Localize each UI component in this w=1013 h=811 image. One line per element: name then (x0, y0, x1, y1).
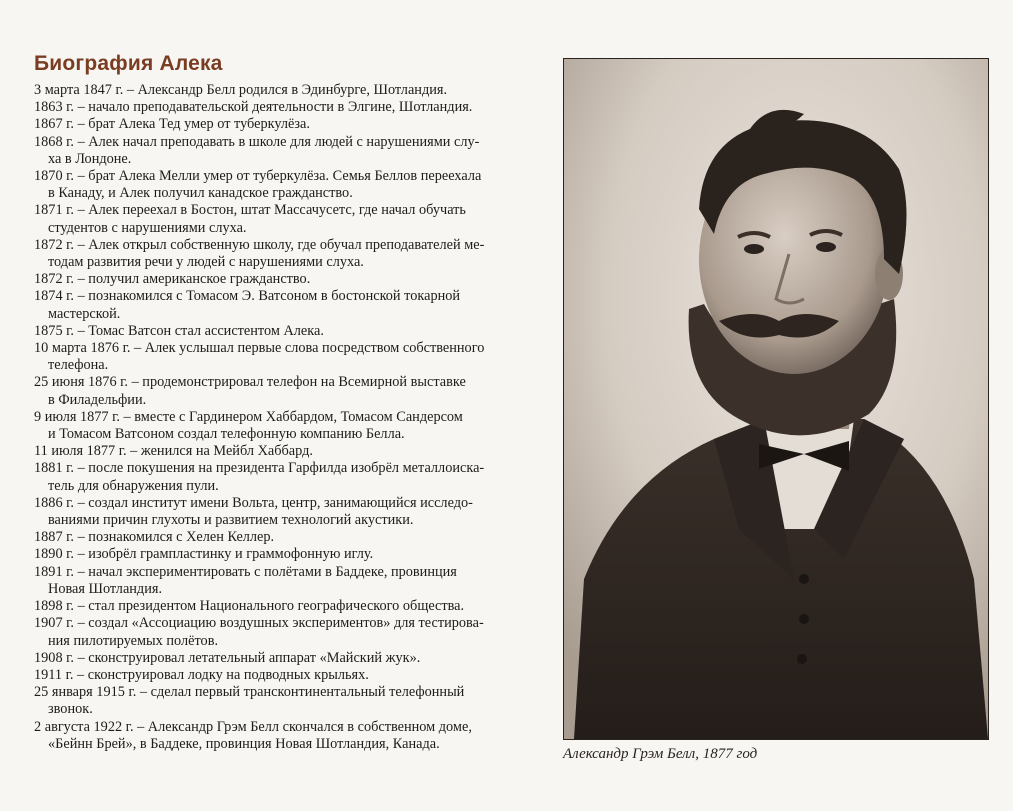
entry-line: 25 июня 1876 г. – продемонстрировал телефон на Всемирной выставке (34, 374, 466, 391)
entry-continuation: ха в Лондоне. (48, 150, 132, 167)
entry-line: 1871 г. – Алек переехал в Бостон, штат Массачусетс, где начал обучать (34, 202, 466, 219)
entry-line: 1907 г. – создал «Ассоциацию воздушных экспериментов» для тестирова- (34, 615, 484, 632)
timeline-entry (34, 443, 534, 460)
entry-line: 1898 г. – стал президентом Национального географического общества. (34, 598, 465, 615)
entry-line: 1911 г. – сконструировал лодку на подводных крыльях. (34, 666, 369, 683)
entry-line: 1872 г. – получил американское гражданство. (34, 271, 311, 288)
timeline-entry (34, 546, 534, 563)
timeline-entry (34, 460, 534, 494)
timeline-entry (34, 409, 534, 443)
timeline-entry (34, 202, 534, 236)
timeline-entry (34, 650, 534, 667)
biography-timeline (34, 82, 534, 753)
photo-caption: Александр Грэм Белл, 1877 год (563, 746, 758, 762)
entry-line: 10 марта 1876 г. – Алек услышал первые слова посредством собственного (34, 340, 485, 357)
entry-continuation: студентов с нарушениями слуха. (48, 219, 247, 236)
timeline-entry (34, 271, 534, 288)
page-title: Биография Алека (34, 52, 223, 75)
timeline-entry (34, 684, 534, 718)
entry-line: 9 июля 1877 г. – вместе с Гардинером Хаббардом, Томасом Сандерсом (34, 408, 463, 425)
entry-continuation: звонок. (48, 701, 93, 718)
timeline-entry (34, 615, 534, 649)
timeline-entry (34, 82, 534, 99)
entry-continuation: Новая Шотландия. (48, 580, 163, 597)
entry-continuation: тель для обнаружения пули. (48, 477, 219, 494)
entry-line: 1891 г. – начал экспериментировать с полётами в Баддеке, провинция (34, 563, 457, 580)
timeline-entry (34, 134, 534, 168)
timeline-entry (34, 288, 534, 322)
portrait-illustration (564, 59, 988, 739)
entry-line: 1868 г. – Алек начал преподавать в школе для людей с нарушениями слу- (34, 133, 480, 150)
timeline-entry (34, 529, 534, 546)
entry-continuation: «Бейнн Брей», в Баддеке, провинция Новая Шотландия, Канада. (48, 735, 440, 752)
entry-line: 1870 г. – брат Алека Мелли умер от туберкулёза. Семья Беллов переехала (34, 168, 482, 185)
entry-continuation: тодам развития речи у людей с нарушениями слуха. (48, 254, 364, 271)
entry-continuation: ваниями причин глухоты и развитием технологий акустики. (48, 512, 414, 529)
timeline-entry (34, 495, 534, 529)
entry-line: 1887 г. – познакомился с Хелен Келлер. (34, 529, 275, 546)
entry-continuation: ния пилотируемых полётов. (48, 632, 219, 649)
entry-line: 1875 г. – Томас Ватсон стал ассистентом Алека. (34, 322, 324, 339)
timeline-entry (34, 116, 534, 133)
entry-line: 1886 г. – создал институт имени Вольта, центр, занимающийся исследо- (34, 494, 473, 511)
timeline-entry (34, 719, 534, 753)
entry-line: 1863 г. – начало преподавательской деятельности в Элгине, Шотландия. (34, 99, 473, 116)
portrait-photo (563, 58, 989, 740)
timeline-entry (34, 340, 534, 374)
entry-continuation: в Филадельфии. (48, 391, 147, 408)
entry-line: 25 января 1915 г. – сделал первый трансконтинентальный телефонный (34, 684, 465, 701)
entry-line: 1872 г. – Алек открыл собственную школу, где обучал преподавателей ме- (34, 236, 485, 253)
entry-line: 11 июля 1877 г. – женился на Мейбл Хаббард. (34, 443, 313, 460)
timeline-entry (34, 323, 534, 340)
timeline-entry (34, 564, 534, 598)
timeline-entry (34, 99, 534, 116)
entry-line: 1890 г. – изобрёл грампластинку и граммофонную иглу. (34, 546, 374, 563)
timeline-entry (34, 374, 534, 408)
entry-line: 1881 г. – после покушения на президента Гарфилда изобрёл металлоиска- (34, 460, 485, 477)
entry-continuation: и Томасом Ватсоном создал телефонную компанию Белла. (48, 426, 405, 443)
entry-line: 1867 г. – брат Алека Тед умер от туберкулёза. (34, 116, 310, 133)
entry-line: 2 августа 1922 г. – Александр Грэм Белл скончался в собственном доме, (34, 718, 472, 735)
entry-continuation: мастерской. (48, 305, 121, 322)
entry-continuation: в Канаду, и Алек получил канадское гражданство. (48, 185, 353, 202)
timeline-entry (34, 168, 534, 202)
timeline-entry (34, 237, 534, 271)
timeline-entry (34, 598, 534, 615)
timeline-entry (34, 667, 534, 684)
entry-line: 1908 г. – сконструировал летательный аппарат «Майский жук». (34, 649, 421, 666)
entry-continuation: телефона. (48, 357, 109, 374)
entry-line: 1874 г. – познакомился с Томасом Э. Ватсоном в бостонской токарной (34, 288, 461, 305)
entry-line: 3 марта 1847 г. – Александр Белл родился в Эдинбурге, Шотландия. (34, 82, 448, 98)
